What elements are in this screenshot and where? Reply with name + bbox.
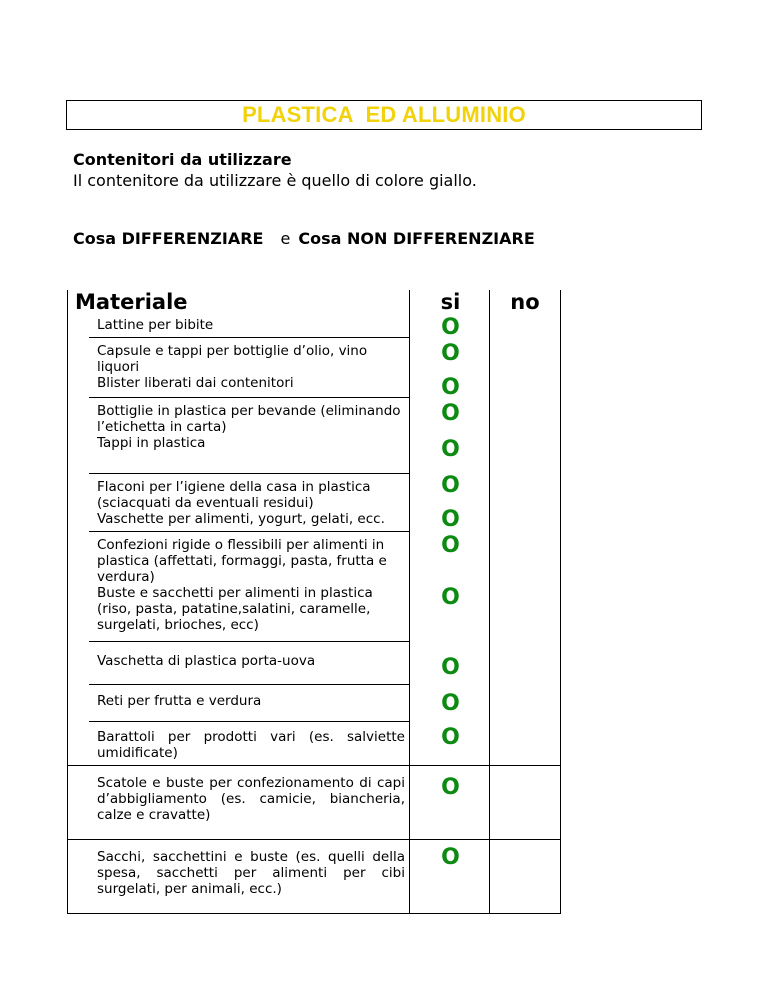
header-si: si	[440, 290, 461, 314]
intro-block	[73, 149, 477, 191]
si-mark: O	[441, 507, 460, 532]
row-divider	[89, 337, 410, 338]
si-mark: O	[441, 375, 460, 400]
table-row-item: Scatole e buste per confezionamento di capi d’abbigliamento (es. camicie, biancheria, calze e cravatte)	[97, 775, 405, 823]
header-no: no	[510, 290, 540, 314]
table-row-item: Barattoli per prodotti vari (es. salviette umidificate)	[97, 729, 405, 761]
row-divider	[67, 839, 561, 840]
row-divider	[89, 531, 410, 532]
section-heading	[73, 229, 535, 248]
table-row-item: Flaconi per l’igiene della casa in plastica (sciacquati da eventuali residui)	[97, 479, 371, 511]
heading-separator: e	[280, 229, 291, 248]
intro-text: Il contenitore da utilizzare è quello di colore giallo.	[73, 171, 477, 190]
header-materiale: Materiale	[75, 290, 188, 314]
table-border-right	[560, 290, 561, 913]
row-divider	[89, 397, 410, 398]
heading-non-differenziare: Cosa NON DIFFERENZIARE	[298, 229, 535, 248]
table-row-item: Vaschette per alimenti, yogurt, gelati, ecc.	[97, 511, 385, 527]
table-row-item: Vaschetta di plastica porta-uova	[97, 653, 316, 669]
title-box	[66, 100, 702, 130]
si-mark: O	[441, 533, 460, 558]
si-mark: O	[441, 775, 460, 800]
table-border-left	[67, 290, 68, 913]
page-title: PLASTICA ED ALLUMINIO	[242, 102, 526, 127]
table-row-item: Blister liberati dai contenitori	[97, 375, 294, 391]
row-divider	[89, 721, 410, 722]
si-mark: O	[441, 315, 460, 340]
table-row-item: Confezioni rigide o flessibili per alimenti in plastica (affettati, formaggi, pasta, frutta e verdura)	[97, 537, 387, 585]
table-column-divider	[489, 290, 490, 913]
table-row-item: Tappi in plastica	[97, 435, 206, 451]
si-mark: O	[441, 401, 460, 426]
si-mark: O	[441, 473, 460, 498]
table-row-item: Lattine per bibite	[97, 317, 214, 333]
si-mark: O	[441, 585, 460, 610]
si-mark: O	[441, 725, 460, 750]
materials-table	[67, 290, 561, 914]
table-row-item: Capsule e tappi per bottiglie d’olio, vino liquori	[97, 343, 368, 375]
table-row-item: Sacchi, sacchettini e buste (es. quelli della spesa, sacchetti per alimenti per cibi surgelati, per animali, ecc.)	[97, 849, 405, 897]
row-divider	[89, 684, 410, 685]
si-mark: O	[441, 691, 460, 716]
intro-heading: Contenitori da utilizzare	[73, 150, 292, 169]
si-mark: O	[441, 437, 460, 462]
row-divider	[67, 765, 561, 766]
si-mark: O	[441, 341, 460, 366]
row-divider	[89, 641, 410, 642]
table-row-item: Reti per frutta e verdura	[97, 693, 262, 709]
heading-differenziare: Cosa DIFFERENZIARE	[73, 229, 264, 248]
table-row-item: Buste e sacchetti per alimenti in plastica (riso, pasta, patatine,salatini, caramelle, surgelati, brioches, ecc)	[97, 585, 373, 633]
table-row-item: Bottiglie in plastica per bevande (eliminando l’etichetta in carta)	[97, 403, 401, 435]
table-column-divider	[409, 290, 410, 913]
si-mark: O	[441, 845, 460, 870]
row-divider	[89, 473, 410, 474]
si-mark: O	[441, 655, 460, 680]
